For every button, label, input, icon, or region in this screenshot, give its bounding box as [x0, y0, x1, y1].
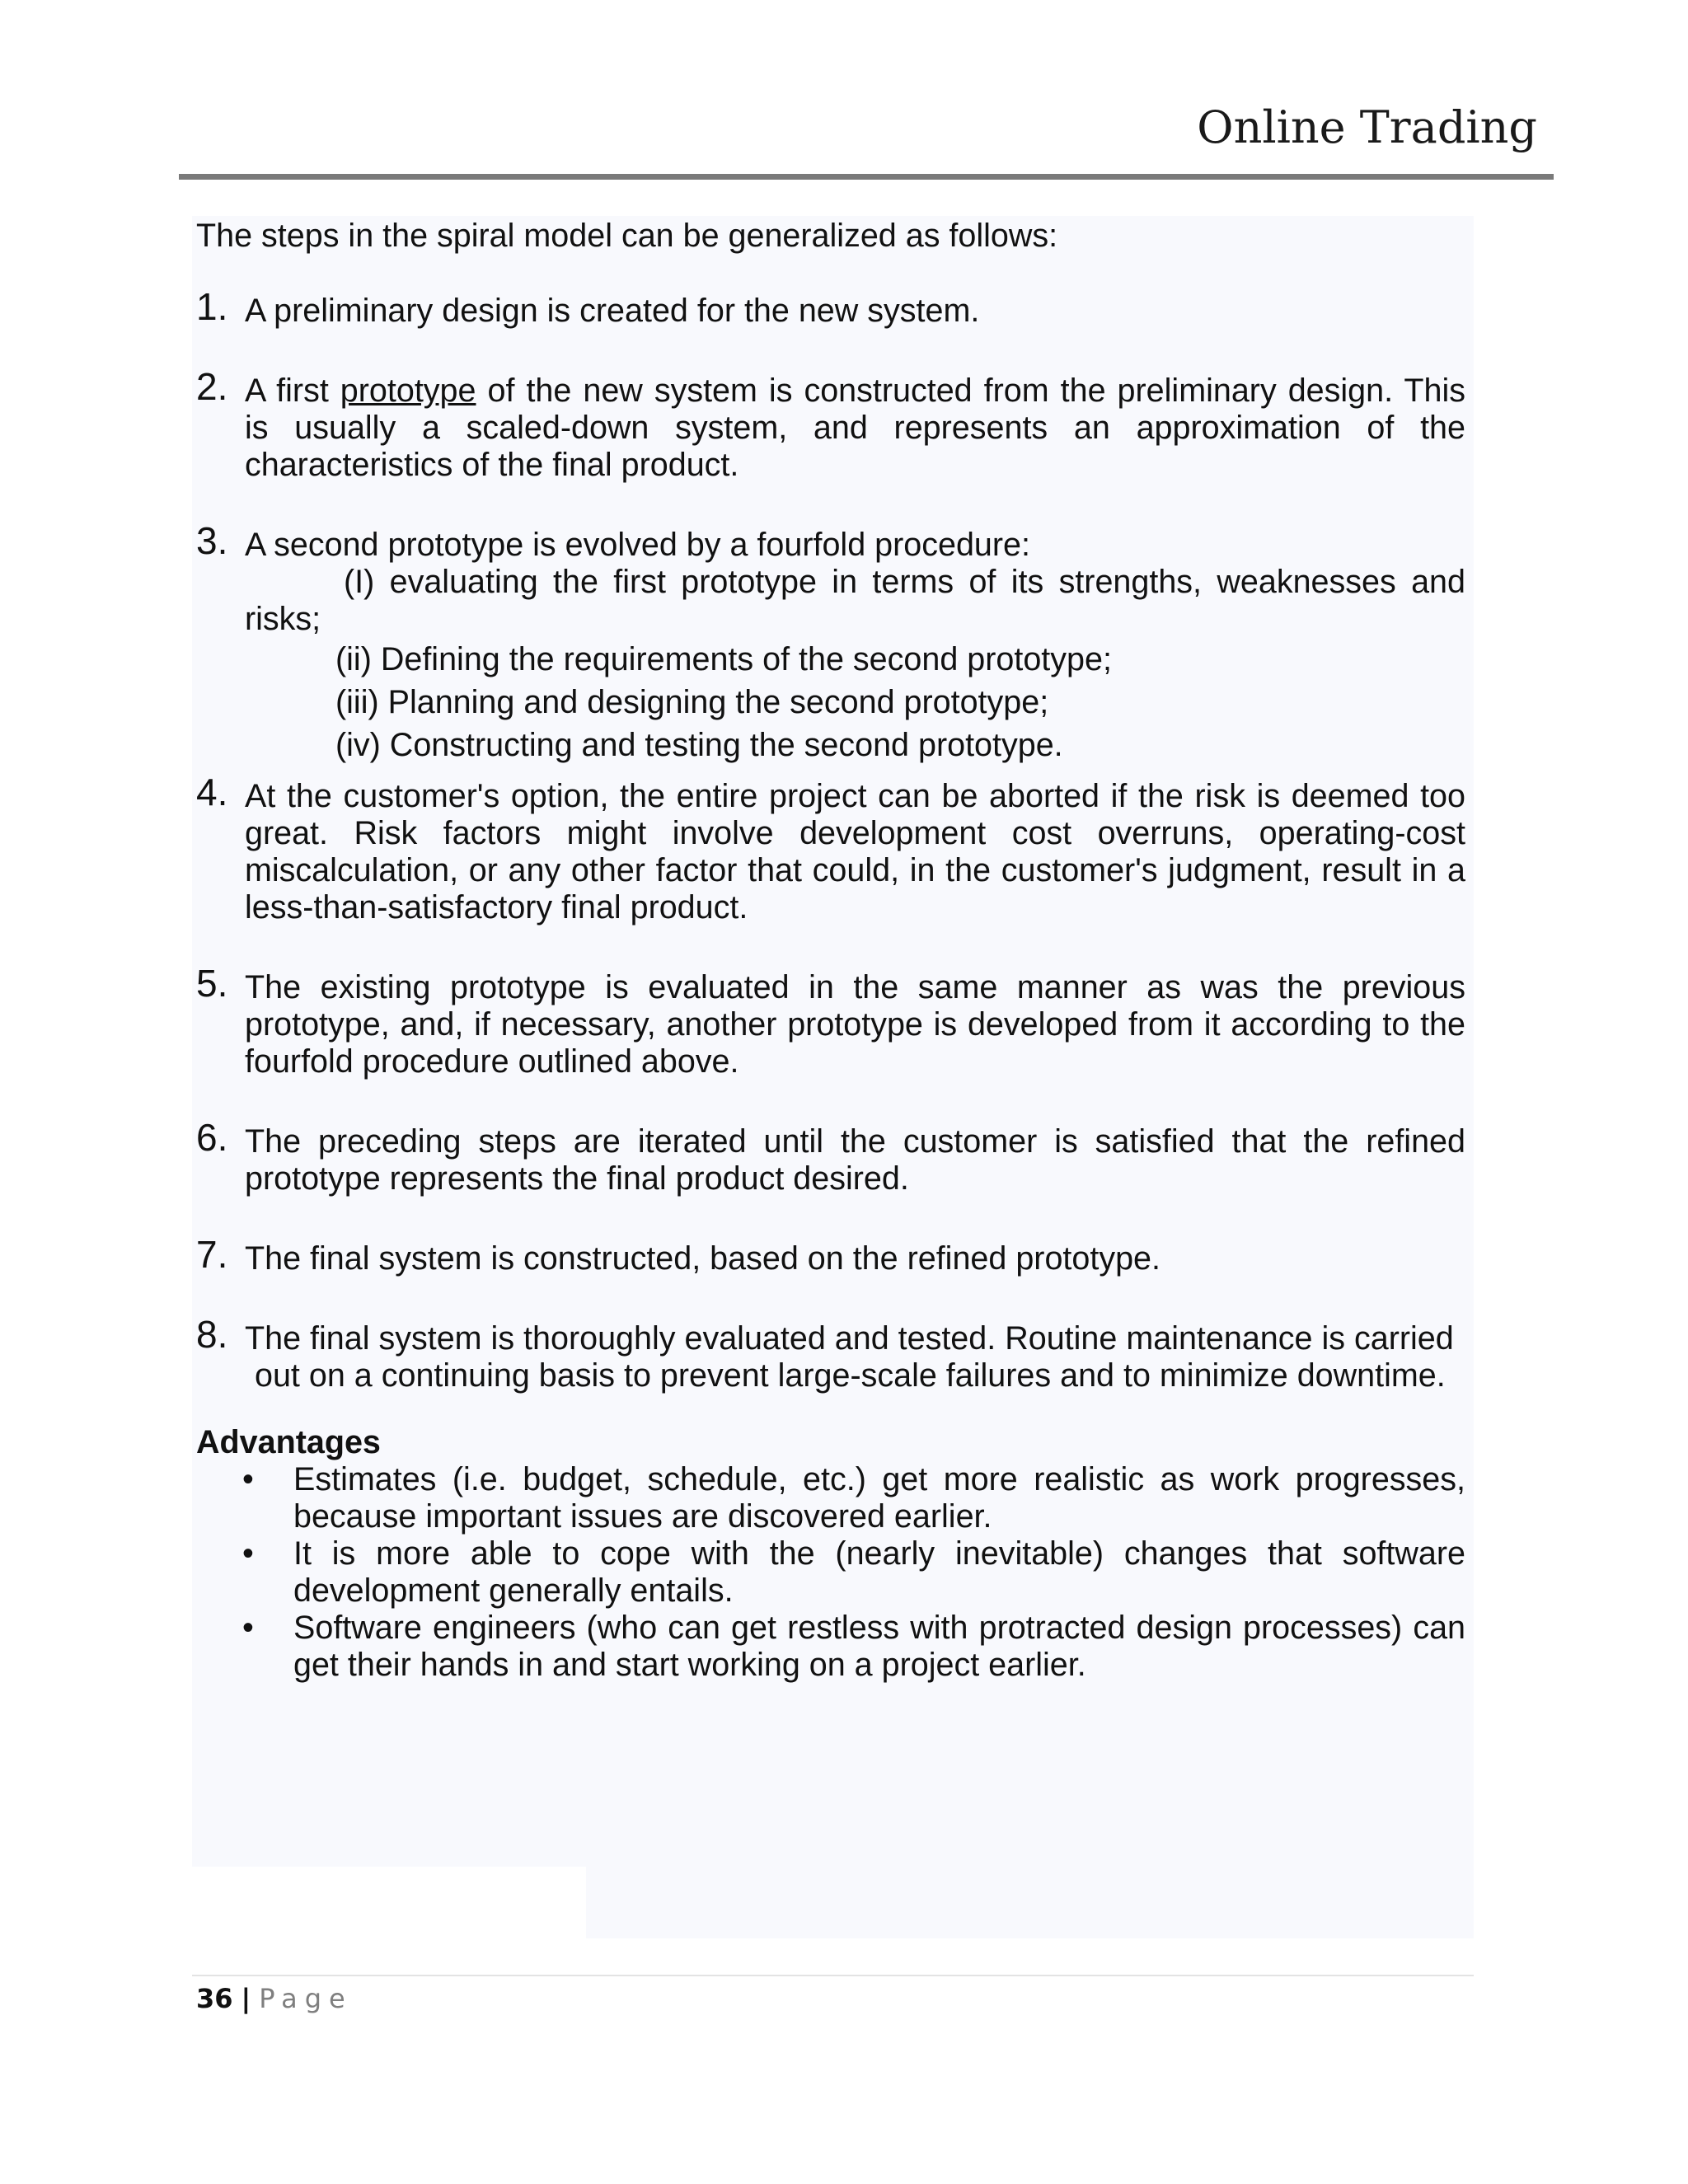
advantage-text: Estimates (i.e. budget, schedule, etc.) get more realistic as work progresses, because important issues are discovered earlier. — [293, 1461, 1465, 1535]
advantage-item — [242, 1461, 1465, 1535]
advantage-item — [242, 1610, 1465, 1684]
spiral-steps-list — [196, 285, 1465, 1394]
step-item — [196, 771, 1465, 926]
step-number: 1. — [196, 285, 228, 328]
step-text: A second prototype is evolved by a fourfold procedure: — [245, 527, 1030, 563]
step-item — [196, 962, 1465, 1080]
step-text-line: out on a continuing basis to prevent large-scale failures and to minimize downtime. — [255, 1357, 1446, 1394]
step-number: 4. — [196, 771, 228, 813]
step-item — [196, 519, 1465, 766]
advantages-list — [196, 1461, 1465, 1684]
footer-rule — [192, 1975, 1474, 1976]
step-number: 2. — [196, 365, 228, 408]
advantage-text: It is more able to cope with the (nearly inevitable) changes that software development generally entails. — [293, 1535, 1465, 1609]
step-number: 6. — [196, 1116, 228, 1159]
page-body — [196, 216, 1465, 1684]
step-item — [196, 285, 1465, 330]
bullet-icon: • — [242, 1461, 254, 1497]
advantage-item — [242, 1535, 1465, 1610]
step-text-pre: A first — [245, 373, 340, 409]
step-number: 5. — [196, 962, 228, 1005]
step-number: 3. — [196, 519, 228, 562]
step-number: 7. — [196, 1233, 228, 1276]
page-footer — [196, 1983, 353, 2014]
advantage-text: Software engineers (who can get restless with protracted design processes) can get their hands in and start working on a project earlier. — [293, 1610, 1465, 1683]
substep-item: (iii) Planning and designing the second prototype; — [335, 684, 1049, 720]
step-text: A preliminary design is created for the new system. — [245, 293, 980, 329]
step-text: The existing prototype is evaluated in the same manner as was the previous prototype, and, if necessary, another prototype is developed from it according to the fourfold procedure outlined above. — [245, 969, 1465, 1080]
substep-item: (ii) Defining the requirements of the second prototype; — [335, 641, 1112, 677]
footer-separator: | — [241, 1983, 251, 2014]
step-item — [196, 1233, 1465, 1277]
step-text-line: The final system is thoroughly evaluated and tested. Routine maintenance is carried — [245, 1320, 1454, 1357]
step-number: 8. — [196, 1313, 228, 1356]
bullet-icon: • — [242, 1535, 254, 1572]
intro-paragraph: The steps in the spiral model can be generalized as follows: — [196, 218, 1058, 254]
step-text: The final system is constructed, based on the refined prototype. — [245, 1240, 1160, 1277]
page-number: 36 — [196, 1983, 233, 2014]
step-item — [196, 1313, 1465, 1394]
step-text: At the customer's option, the entire project can be aborted if the risk is deemed too great. Risk factors might involve development cost overruns, operating-cost miscalculation, or any other factor that could, in the customer's judgment, result in a less-than-satisfactory final product. — [245, 778, 1465, 926]
step-item — [196, 365, 1465, 484]
running-header-title: Online Trading — [1197, 101, 1537, 153]
substep-item: (I) evaluating the first prototype in terms of its strengths, weaknesses and risks; — [245, 564, 1465, 637]
page-word: Page — [259, 1983, 353, 2014]
prototype-link[interactable]: prototype — [340, 373, 476, 409]
step-text: The preceding steps are iterated until the customer is satisfied that the refined prototype represents the final product desired. — [245, 1123, 1465, 1197]
step-item — [196, 1116, 1465, 1197]
content-background-gap — [192, 1867, 586, 1941]
advantages-heading: Advantages — [196, 1424, 381, 1460]
header-rule — [179, 174, 1554, 180]
bullet-icon: • — [242, 1610, 254, 1646]
substep-item: (iv) Constructing and testing the second prototype. — [335, 727, 1063, 763]
step-text-post: of the new system is constructed from the preliminary design. This is usually a scaled-down system, and represents an approximation of the characteristics of the final product. — [245, 373, 1465, 483]
